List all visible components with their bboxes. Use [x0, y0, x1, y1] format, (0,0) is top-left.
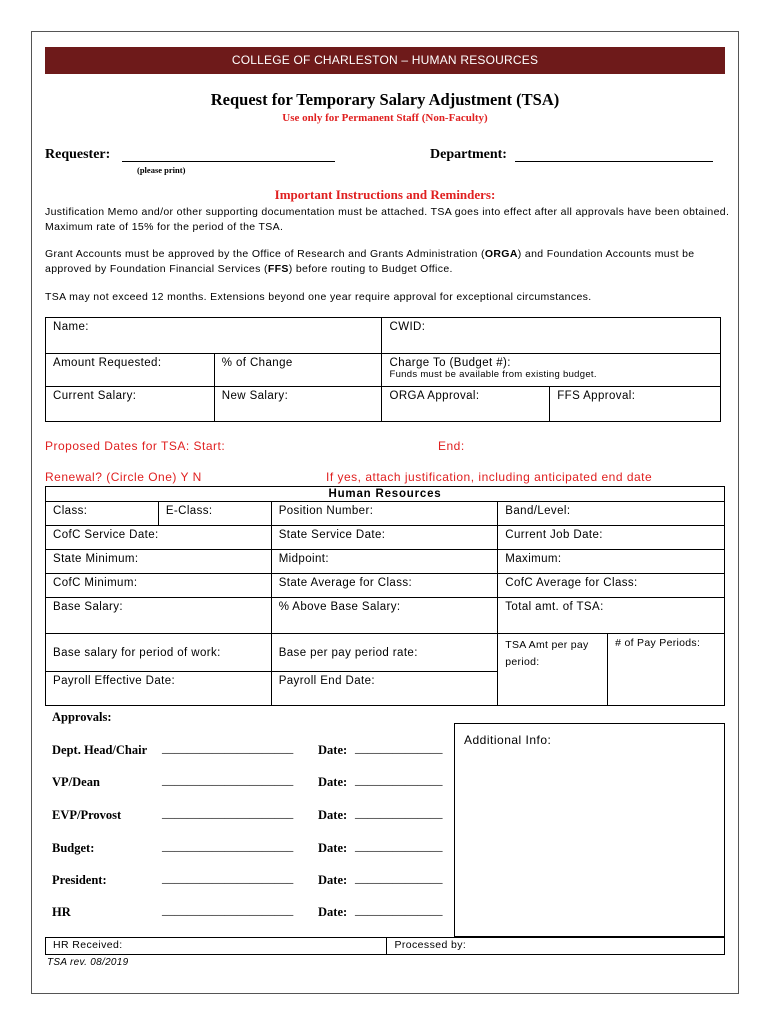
state-service-date-field[interactable]: State Service Date: — [271, 526, 498, 550]
approval-signature-budget[interactable]: _____________________ — [162, 839, 294, 853]
header-banner: COLLEGE OF CHARLESTON – HUMAN RESOURCES — [45, 47, 725, 74]
approval-role-president: President: — [52, 873, 107, 887]
payroll-effective-date-field[interactable]: Payroll Effective Date: — [46, 672, 272, 706]
current-job-date-field[interactable]: Current Job Date: — [498, 526, 725, 550]
approval-date-budget[interactable]: ______________ — [355, 839, 443, 853]
requester-label: Requester: — [45, 147, 111, 162]
additional-info-label: Additional Info: — [464, 733, 552, 747]
approval-date-vp-dean[interactable]: ______________ — [355, 773, 443, 787]
new-salary-field[interactable]: New Salary: — [214, 387, 382, 422]
num-pay-periods-field[interactable]: # of Pay Periods: — [608, 634, 725, 706]
proposed-dates-label: Proposed Dates for TSA: Start: — [45, 439, 226, 453]
employee-table — [45, 317, 721, 422]
pct-change-field[interactable]: % of Change — [214, 354, 382, 387]
renewal-label: Renewal? (Circle One) Y N — [45, 470, 202, 484]
midpoint-field[interactable]: Midpoint: — [271, 550, 498, 574]
state-average-field[interactable]: State Average for Class: — [271, 574, 498, 598]
approval-date-label: Date: — [318, 808, 348, 822]
approval-signature-evp-provost[interactable]: _____________________ — [162, 806, 294, 820]
form-subtitle: Use only for Permanent Staff (Non-Faculty) — [282, 112, 488, 124]
department-field[interactable] — [515, 161, 713, 162]
approval-date-label: Date: — [318, 775, 348, 789]
charge-to-note: Funds must be available from existing budget. — [389, 369, 597, 380]
approval-signature-dept-head[interactable]: _____________________ — [162, 741, 294, 755]
band-level-field[interactable]: Band/Level: — [498, 502, 725, 526]
approval-signature-vp-dean[interactable]: _____________________ — [162, 773, 294, 787]
revision-note: TSA rev. 08/2019 — [47, 957, 129, 968]
requester-note: (please print) — [137, 165, 186, 175]
renewal-note: If yes, attach justification, including anticipated end date — [326, 470, 653, 484]
cwid-field[interactable]: CWID: — [382, 318, 721, 354]
approval-role-hr: HR — [52, 905, 71, 919]
cofc-minimum-field[interactable]: CofC Minimum: — [46, 574, 272, 598]
requester-field[interactable] — [122, 161, 335, 162]
approval-role-vp-dean: VP/Dean — [52, 775, 100, 789]
instructions-heading: Important Instructions and Reminders: — [274, 187, 496, 202]
orga-approval-field[interactable]: ORGA Approval: — [382, 387, 550, 422]
approval-date-label: Date: — [318, 841, 348, 855]
approval-role-dept-head: Dept. Head/Chair — [52, 743, 148, 757]
instructions-paragraph-3: TSA may not exceed 12 months. Extensions beyond one year require approval for exceptional circumstances. — [45, 291, 592, 303]
amount-requested-field[interactable]: Amount Requested: — [46, 354, 215, 387]
current-salary-field[interactable]: Current Salary: — [46, 387, 215, 422]
instructions-paragraph-1: Justification Memo and/or other supporting documentation must be attached. TSA goes into effect after all approvals have been obtained. Maximum rate of 15% for the period of the TSA. — [45, 206, 730, 233]
ffs-approval-field[interactable]: FFS Approval: — [550, 387, 721, 422]
approval-role-evp-provost: EVP/Provost — [52, 808, 122, 822]
approval-date-hr[interactable]: ______________ — [355, 903, 443, 917]
department-label: Department: — [430, 147, 507, 162]
cofc-service-date-field[interactable]: CofC Service Date: — [46, 526, 272, 550]
total-tsa-field[interactable]: Total amt. of TSA: — [498, 598, 725, 634]
base-pay-period-rate-field[interactable]: Base per pay period rate: — [271, 634, 498, 672]
approval-date-evp-provost[interactable]: ______________ — [355, 806, 443, 820]
approval-role-budget: Budget: — [52, 841, 95, 855]
approval-signature-president[interactable]: _____________________ — [162, 871, 294, 885]
position-number-field[interactable]: Position Number: — [271, 502, 498, 526]
approval-date-president[interactable]: ______________ — [355, 871, 443, 885]
proposed-end-label: End: — [438, 439, 465, 453]
eclass-field[interactable]: E-Class: — [158, 502, 271, 526]
charge-to-field[interactable]: Charge To (Budget #): Funds must be available from existing budget. — [382, 354, 721, 387]
tsa-amt-per-pay-period-field[interactable]: TSA Amt per pay period: — [498, 634, 608, 706]
hr-table — [45, 486, 725, 706]
approvals-heading: Approvals: — [52, 710, 112, 724]
maximum-field[interactable]: Maximum: — [498, 550, 725, 574]
instructions-paragraph-2: Grant Accounts must be approved by the Office of Research and Grants Administration (ORGA) and Foundation Accounts must be approved by Foundation Financial Services (FFS) before routing to Budget Office. — [45, 248, 695, 275]
base-salary-field[interactable]: Base Salary: — [46, 598, 272, 634]
state-minimum-field[interactable]: State Minimum: — [46, 550, 272, 574]
footer-table — [45, 937, 725, 955]
approval-date-label: Date: — [318, 743, 348, 757]
payroll-end-date-field[interactable]: Payroll End Date: — [271, 672, 498, 706]
cofc-average-field[interactable]: CofC Average for Class: — [498, 574, 725, 598]
form-title: Request for Temporary Salary Adjustment (TSA) — [210, 90, 560, 109]
approval-date-dept-head[interactable]: ______________ — [355, 741, 443, 755]
approval-date-label: Date: — [318, 905, 348, 919]
class-field[interactable]: Class: — [46, 502, 159, 526]
hr-table-heading: Human Resources — [46, 487, 725, 502]
pct-above-base-field[interactable]: % Above Base Salary: — [271, 598, 498, 634]
hr-received-field[interactable]: HR Received: — [46, 938, 387, 955]
approval-signature-hr[interactable]: _____________________ — [162, 903, 294, 917]
additional-info-box[interactable] — [454, 723, 725, 937]
approval-date-label: Date: — [318, 873, 348, 887]
name-field[interactable]: Name: — [46, 318, 382, 354]
processed-by-field[interactable]: Processed by: — [387, 938, 725, 955]
base-salary-period-field[interactable]: Base salary for period of work: — [46, 634, 272, 672]
